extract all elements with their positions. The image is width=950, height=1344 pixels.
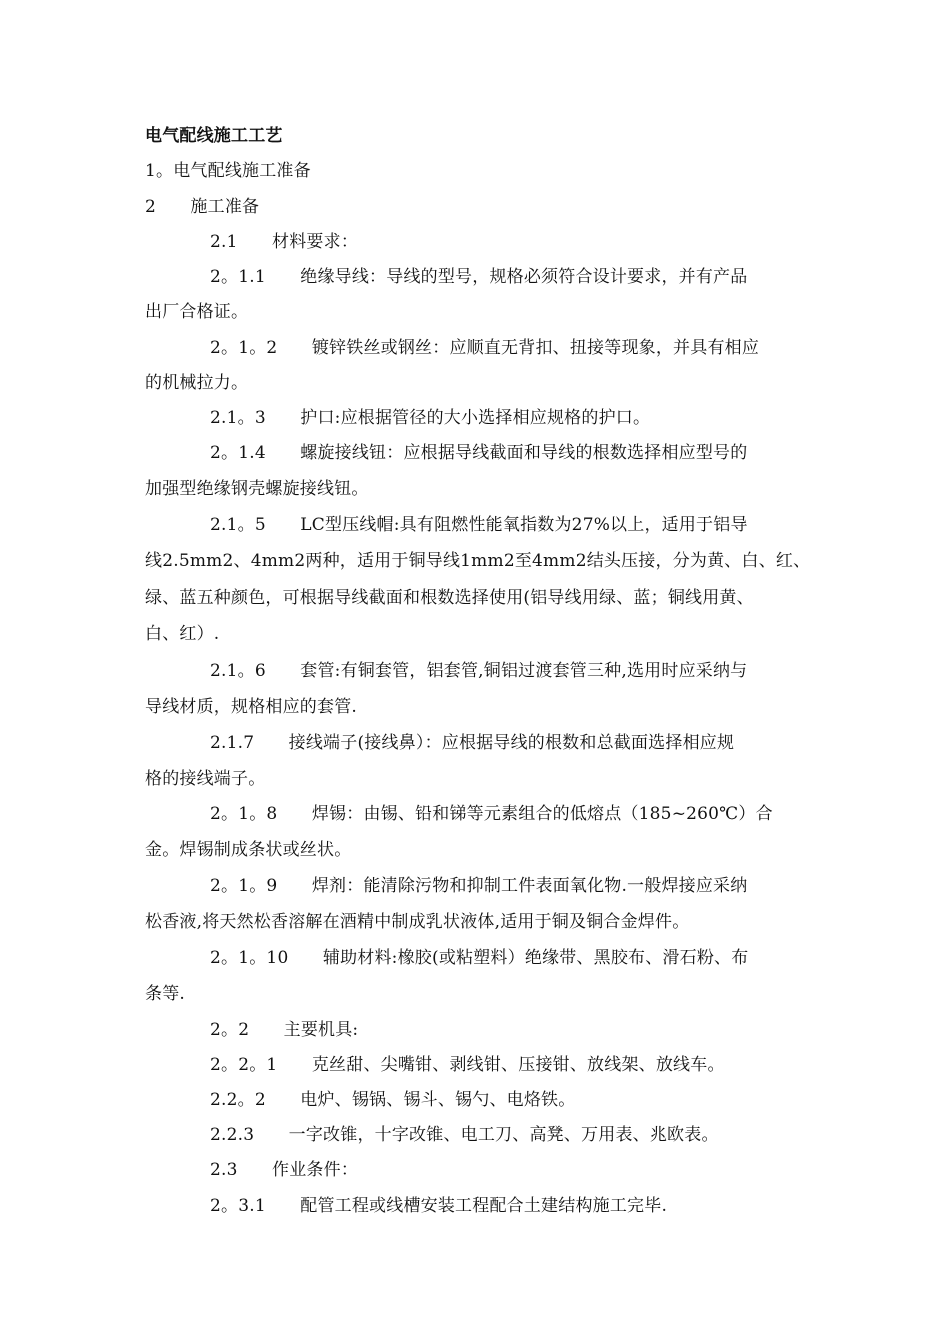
document-title: 电气配线施工工艺: [145, 126, 283, 146]
paragraph-line: 导线材质，规格相应的套管.: [145, 697, 358, 717]
paragraph-line: 2.1。6 套管:有铜套管，铝套管,铜铝过渡套管三种,选用时应采纳与: [210, 661, 748, 681]
section-heading: 1。电气配线施工准备: [145, 161, 311, 181]
paragraph-line: 2.1。3 护口:应根据管径的大小选择相应规格的护口。: [210, 408, 651, 428]
paragraph-line: 2。2。1 克丝甜、尖嘴钳、剥线钳、压接钳、放线架、放线车。: [210, 1055, 725, 1075]
paragraph-line: 2.2。2 电炉、锡锅、锡斗、锡勺、电烙铁。: [210, 1090, 576, 1110]
subsection-heading: 2.3 作业条件：: [210, 1160, 359, 1180]
subsection-heading: 2。2 主要机具:: [210, 1020, 359, 1040]
paragraph-line: 白、红）.: [145, 624, 220, 644]
paragraph-line: 出厂合格证。: [145, 302, 249, 322]
paragraph-line: 2.1.7 接线端子(接线鼻）：应根据导线的根数和总截面选择相应规: [210, 733, 735, 753]
paragraph-line: 2。1.1 绝缘导线：导线的型号，规格必须符合设计要求，并有产品: [210, 267, 748, 287]
paragraph-line: 金。焊锡制成条状或丝状。: [145, 840, 352, 860]
paragraph-line: 2。1。10 辅助材料:橡胶(或粘塑料）绝缘带、黑胶布、滑石粉、布: [210, 948, 749, 968]
paragraph-line: 格的接线端子。: [145, 769, 266, 789]
paragraph-line: 松香液,将天然松香溶解在酒精中制成乳状液体,适用于铜及铜合金焊件。: [145, 912, 690, 932]
paragraph-line: 2。1。2 镀锌铁丝或钢丝：应顺直无背扣、扭接等现象，并具有相应: [210, 338, 760, 358]
paragraph-line: 2。1。8 焊锡：由锡、铅和锑等元素组合的低熔点（185~260℃）合: [210, 804, 773, 824]
paragraph-line: 2.2.3 一字改锥，十字改锥、电工刀、高凳、万用表、兆欧表。: [210, 1125, 719, 1145]
paragraph-line: 绿、蓝五种颜色，可根据导线截面和根数选择使用(铝导线用绿、蓝；铜线用黄、: [145, 588, 754, 608]
paragraph-line: 2。3.1 配管工程或线槽安装工程配合土建结构施工完毕.: [210, 1196, 668, 1216]
paragraph-line: 2.1。5 LC型压线帽:具有阻燃性能氧指数为27%以上，适用于铝导: [210, 515, 748, 535]
paragraph-line: 2。1。9 焊剂：能清除污物和抑制工件表面氧化物.一般焊接应采纳: [210, 876, 748, 896]
subsection-heading: 2.1 材料要求：: [210, 232, 359, 252]
paragraph-line: 线2.5mm2、4mm2两种，适用于铜导线1mm2至4mm2结头压接，分为黄、白、红、: [145, 551, 811, 571]
paragraph-line: 的机械拉力。: [145, 373, 249, 393]
paragraph-line: 2。1.4 螺旋接线钮：应根据导线截面和导线的根数选择相应型号的: [210, 443, 748, 463]
paragraph-line: 条等.: [145, 984, 186, 1004]
section-heading: 2 施工准备: [145, 197, 260, 217]
paragraph-line: 加强型绝缘钢壳螺旋接线钮。: [145, 479, 369, 499]
